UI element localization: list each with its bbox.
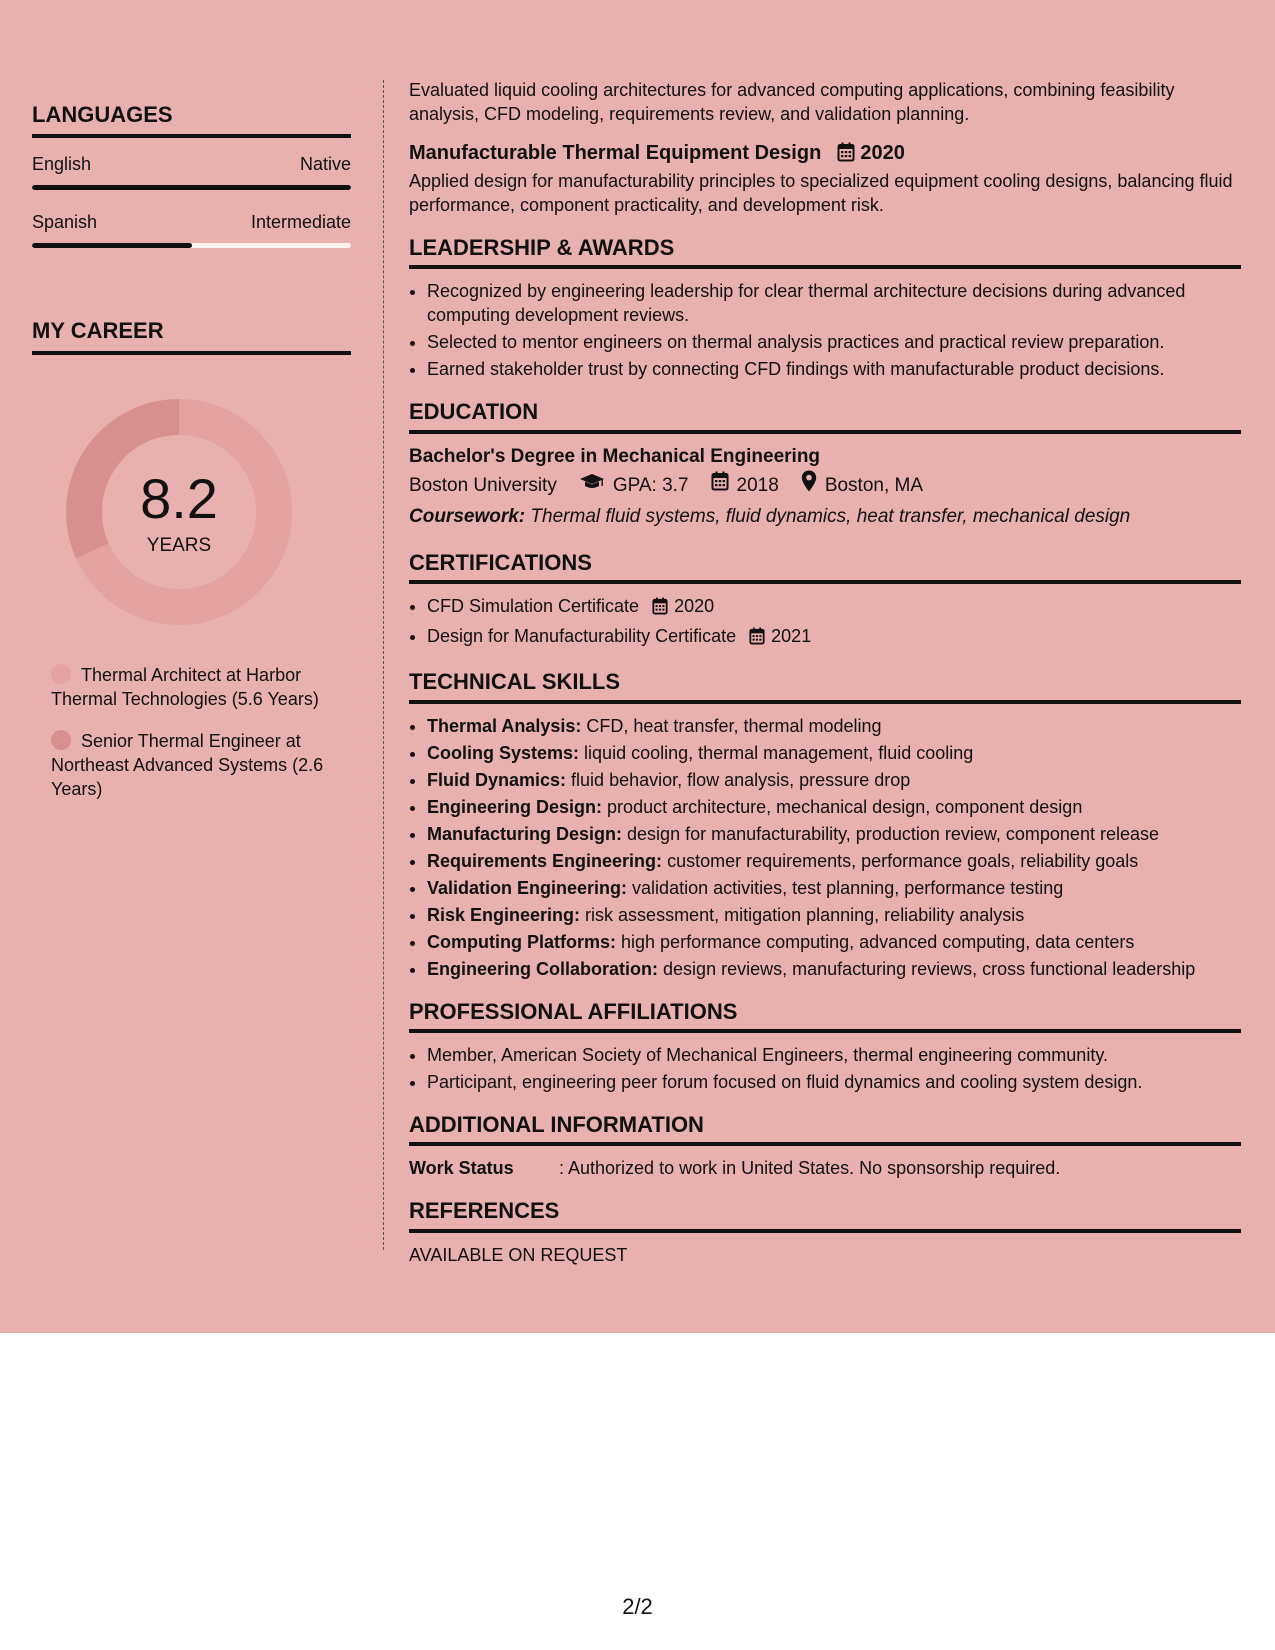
certifications-section-title: CERTIFICATIONS xyxy=(409,550,1241,584)
career-item xyxy=(51,729,351,801)
skill-value: product architecture, mechanical design, component design xyxy=(607,796,1083,817)
certification-name: Design for Manufacturability Certificate xyxy=(427,626,737,647)
certifications-list xyxy=(409,594,1241,651)
list-item: • Participant, engineering peer forum focused on fluid dynamics and cooling system design. xyxy=(427,1070,1241,1094)
language-proficiency-fill xyxy=(32,185,351,190)
skill-value: validation activities, test planning, performance testing xyxy=(632,877,1064,898)
certification-year: 2020 xyxy=(674,596,715,617)
list-item xyxy=(427,795,1241,819)
education-degree: Bachelor's Degree in Mechanical Engineering xyxy=(409,445,821,467)
main-column xyxy=(409,78,1241,1267)
calendar-icon xyxy=(749,627,765,651)
skill-label: Validation Engineering: xyxy=(427,877,628,898)
language-item xyxy=(32,212,351,248)
column-divider xyxy=(383,80,384,1250)
skill-value: CFD, heat transfer, thermal modeling xyxy=(586,715,882,736)
skill-value: customer requirements, performance goals, reliability goals xyxy=(667,850,1139,871)
project-year: 2020 xyxy=(860,142,905,164)
skills-section-title: TECHNICAL SKILLS xyxy=(409,669,1241,703)
education-location: Boston, MA xyxy=(824,474,924,496)
skill-label: Fluid Dynamics: xyxy=(427,769,567,790)
certification-year: 2021 xyxy=(771,626,812,647)
affiliations-list xyxy=(409,1043,1241,1094)
work-status-label: Work Status xyxy=(409,1158,514,1179)
skills-list xyxy=(409,714,1241,981)
list-item: • Selected to mentor engineers on thermal analysis practices and practical review preparation. xyxy=(427,330,1241,354)
skill-label: Engineering Design: xyxy=(427,796,603,817)
languages-heading: LANGUAGES xyxy=(32,102,351,138)
list-item xyxy=(427,594,1241,621)
skill-value: high performance computing, advanced computing, data centers xyxy=(621,931,1135,952)
list-item xyxy=(427,822,1241,846)
list-item xyxy=(427,714,1241,738)
career-item-text: Senior Thermal Engineer at Northeast Advanced Systems (2.6 Years) xyxy=(51,730,324,799)
map-pin-icon xyxy=(801,470,817,502)
language-level: Native xyxy=(299,154,351,175)
page-number: 2/2 xyxy=(622,1594,653,1619)
skill-value: risk assessment, mitigation planning, reliability analysis xyxy=(585,904,1025,925)
education-school: Boston University xyxy=(409,474,557,496)
coursework-label: Coursework: xyxy=(409,505,526,527)
calendar-icon xyxy=(652,597,668,621)
language-level: Intermediate xyxy=(250,212,351,233)
education-coursework xyxy=(409,502,1241,532)
references-text: AVAILABLE ON REQUEST xyxy=(409,1244,628,1265)
project-title: Manufacturable Thermal Equipment Design xyxy=(409,142,822,164)
intro-paragraph: Evaluated liquid cooling architectures for advanced computing applications, combining feasibility analysis, CFD modeling, requirements review, and validation planning. xyxy=(409,80,1175,124)
language-proficiency-fill xyxy=(32,243,192,248)
skill-label: Manufacturing Design: xyxy=(427,823,623,844)
leadership-list xyxy=(409,279,1241,381)
leadership-section-title: LEADERSHIP & AWARDS xyxy=(409,235,1241,269)
language-name: English xyxy=(32,154,92,175)
work-status-value: : Authorized to work in United States. No sponsorship required. xyxy=(559,1158,1061,1179)
work-status-row xyxy=(409,1156,1241,1180)
language-proficiency-bar xyxy=(32,243,351,248)
coursework-text: Thermal fluid systems, fluid dynamics, heat transfer, mechanical design xyxy=(530,505,1131,527)
career-legend-dot xyxy=(51,730,71,750)
education-year: 2018 xyxy=(736,474,779,496)
list-item xyxy=(427,741,1241,765)
list-item: • Recognized by engineering leadership for clear thermal architecture decisions during advanced computing development reviews. xyxy=(427,279,1241,327)
career-heading: MY CAREER xyxy=(32,318,351,354)
skill-label: Requirements Engineering: xyxy=(427,850,663,871)
career-total-value: 8.2 xyxy=(140,466,218,530)
skill-value: design reviews, manufacturing reviews, cross functional leadership xyxy=(663,958,1196,979)
affiliations-section-title: PROFESSIONAL AFFILIATIONS xyxy=(409,999,1241,1033)
calendar-icon xyxy=(837,142,855,169)
certification-name: CFD Simulation Certificate xyxy=(427,596,640,617)
career-legend-dot xyxy=(51,664,71,684)
skill-label: Thermal Analysis: xyxy=(427,715,582,736)
education-section-title: EDUCATION xyxy=(409,399,1241,433)
skill-label: Engineering Collaboration: xyxy=(427,958,659,979)
career-item-text: Thermal Architect at Harbor Thermal Technologies (5.6 Years) xyxy=(51,664,319,709)
list-item xyxy=(427,624,1241,651)
list-item xyxy=(427,930,1241,954)
career-item xyxy=(51,663,351,711)
references-section-title: REFERENCES xyxy=(409,1198,1241,1232)
graduation-cap-icon xyxy=(579,471,605,501)
career-total-unit: YEARS xyxy=(146,534,212,556)
calendar-icon xyxy=(711,471,729,501)
list-item: • Earned stakeholder trust by connecting CFD findings with manufacturable product decisions. xyxy=(427,357,1241,381)
skill-value: design for manufacturability, production review, component release xyxy=(627,823,1159,844)
skill-label: Cooling Systems: xyxy=(427,742,580,763)
career-list xyxy=(32,663,351,801)
skill-label: Risk Engineering: xyxy=(427,904,581,925)
list-item xyxy=(427,876,1241,900)
list-item: • Member, American Society of Mechanical Engineers, thermal engineering community. xyxy=(427,1043,1241,1067)
education-gpa: GPA: 3.7 xyxy=(612,474,689,496)
list-item xyxy=(427,903,1241,927)
skill-label: Computing Platforms: xyxy=(427,931,616,952)
language-item xyxy=(32,154,351,190)
language-name: Spanish xyxy=(32,212,98,233)
education-meta xyxy=(409,470,1241,502)
skill-value: liquid cooling, thermal management, fluid cooling xyxy=(584,742,974,763)
sidebar xyxy=(32,80,351,819)
skill-value: fluid behavior, flow analysis, pressure drop xyxy=(571,769,911,790)
list-item xyxy=(427,768,1241,792)
project-description: Applied design for manufacturability principles to specialized equipment cooling designs, balancing fluid performance, component practicality, and development risk. xyxy=(409,171,1233,215)
list-item xyxy=(427,849,1241,873)
list-item xyxy=(427,957,1241,981)
career-donut-chart xyxy=(66,399,292,625)
additional-section-title: ADDITIONAL INFORMATION xyxy=(409,1112,1241,1146)
project-title-row xyxy=(409,140,1241,169)
language-proficiency-bar xyxy=(32,185,351,190)
